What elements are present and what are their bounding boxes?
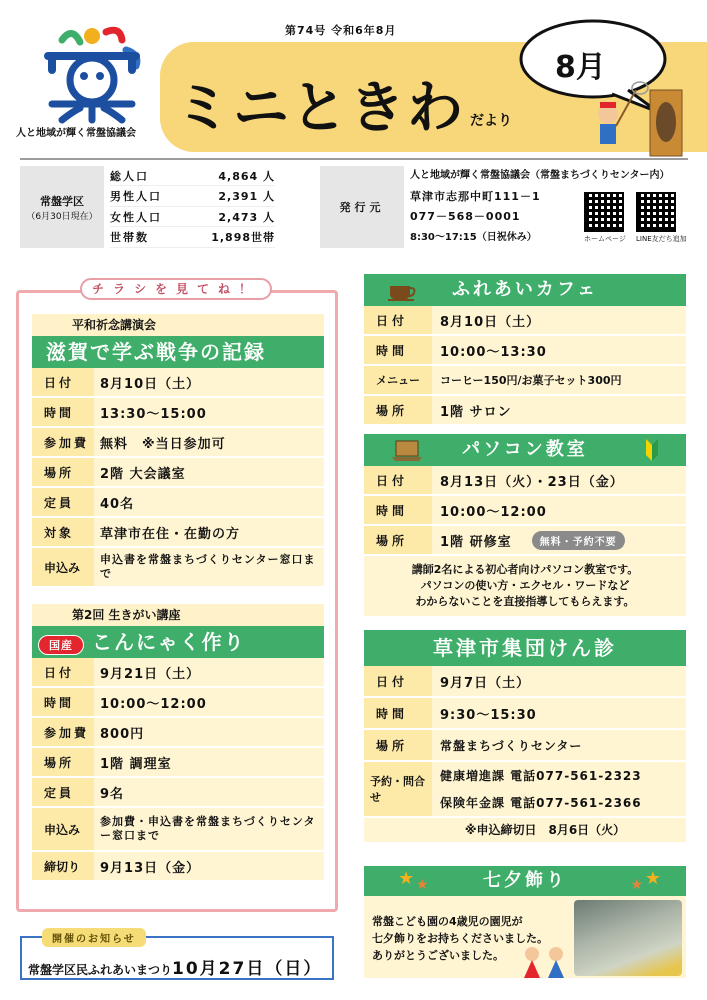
qr-code-icon[interactable] (636, 192, 676, 232)
pc-class-card (364, 434, 686, 616)
row-value: 10:00～12:00 (94, 688, 324, 716)
pc-row (364, 466, 686, 496)
row-value: 8月10日（土） (94, 368, 324, 396)
row-key: 日付 (32, 658, 94, 686)
tanabata-head (364, 866, 686, 896)
event-title: こんにゃく作り (92, 630, 246, 654)
population-value: 4,864 人 (218, 169, 275, 183)
row-key: 日付 (364, 466, 432, 494)
row-key: 場所 (32, 748, 94, 776)
row-value: 13:30～15:00 (94, 398, 324, 426)
pc-row (364, 526, 686, 556)
checkup-row (364, 762, 686, 818)
row-value: 9名 (94, 778, 324, 806)
contact-line: 健康増進課 電話077-561-2323 (440, 769, 642, 783)
page-subtitle: だより (470, 113, 512, 129)
row-value: 9月7日（土） (432, 666, 686, 696)
checkup-row (364, 666, 686, 698)
population-rows (104, 166, 281, 248)
population-row (110, 228, 275, 248)
row-value: 40名 (94, 488, 324, 516)
row-value: 1階 調理室 (94, 748, 324, 776)
beginner-mark-icon (644, 439, 660, 461)
row-value: コーヒー150円/お菓子セット300円 (432, 366, 686, 394)
cafe-row (364, 396, 686, 426)
note-line: わからないことを直接指導してもらえます。 (415, 595, 635, 608)
star-icon: ★ (644, 868, 664, 889)
row-value: 草津市在住・在勤の方 (94, 518, 324, 546)
row-key: 参加費 (32, 428, 94, 456)
district-name: 常盤学区 (40, 194, 84, 208)
event-row (32, 548, 324, 588)
flyer-pill: チラシを見てね！ (80, 278, 272, 300)
row-key: 場所 (364, 396, 432, 424)
row-key: 時間 (32, 688, 94, 716)
festival-text (28, 954, 322, 979)
laptop-icon (390, 439, 424, 463)
qr-code-icon[interactable] (584, 192, 624, 232)
mascot-icon (588, 80, 688, 160)
row-value: 参加費・申込書を常盤まちづくりセンター窓口まで (94, 808, 324, 850)
header-divider (20, 158, 688, 160)
month-label: 8月 (555, 50, 606, 85)
event-label: 第2回 生きがい講座 (32, 604, 324, 626)
event-row (32, 688, 324, 718)
row-value: 1階 サロン (432, 396, 686, 424)
row-value: 8月10日（土） (432, 306, 686, 334)
row-value (432, 762, 686, 816)
checkup-card (364, 630, 686, 842)
note-line: 講師2名による初心者向けパソコン教室です。 (411, 563, 639, 576)
event-row (32, 488, 324, 518)
event-row (32, 718, 324, 748)
orihime-hikoboshi-icon (520, 944, 570, 978)
text-line: 常盤こども園の4歳児の園児が (372, 915, 523, 928)
row-key: 日付 (364, 306, 432, 334)
row-value: 9月21日（土） (94, 658, 324, 686)
publisher-phone: 077－568－0001 (410, 210, 521, 224)
tanabata-photo (574, 900, 682, 976)
row-value: 9:30～15:30 (432, 698, 686, 728)
event-konnyaku (32, 604, 324, 882)
event-row (32, 778, 324, 808)
event-row (32, 398, 324, 428)
contact-line: 保険年金課 電話077-561-2366 (440, 796, 642, 810)
tanabata-title: 七夕飾り (483, 870, 567, 891)
pc-note (364, 556, 686, 616)
row-key: 日付 (364, 666, 432, 696)
text-line: ありがとうございました。 (372, 949, 504, 962)
row-key: 締切り (32, 852, 94, 880)
publisher-info (320, 166, 688, 248)
event-row (32, 808, 324, 852)
row-key: 時間 (364, 698, 432, 728)
festival-name: 常盤学区民ふれあいまつり (28, 963, 173, 977)
population-value: 2,473 人 (218, 210, 275, 224)
population-date: （6月30日現在） (26, 211, 98, 222)
row-value: 2階 大会議室 (94, 458, 324, 486)
population-key: 世帯数 (110, 231, 149, 245)
event-label: 平和祈念講演会 (32, 314, 324, 336)
qr-home[interactable] (584, 192, 626, 244)
checkup-deadline: ※申込締切日 8月6日（火） (364, 818, 686, 842)
row-key: 申込み (32, 808, 94, 850)
location-text: 1階 研修室 (440, 534, 512, 550)
row-value: 800円 (94, 718, 324, 746)
row-value: 8月13日（火）・23日（金） (432, 466, 686, 494)
row-key: 時間 (364, 496, 432, 524)
row-value: 10:00～12:00 (432, 496, 686, 524)
event-row (32, 368, 324, 398)
row-value: 常盤まちづくりセンター (432, 730, 686, 760)
row-key: 申込み (32, 548, 94, 586)
cafe-row (364, 306, 686, 336)
qr-line-caption: LINE友だち追加 (636, 235, 687, 243)
population-row (110, 207, 275, 227)
row-key: 定員 (32, 488, 94, 516)
festival-date: 10月27日（日） (172, 959, 323, 979)
event-title: 滋賀で学ぶ戦争の記録 (32, 336, 324, 368)
coffee-cup-icon (386, 278, 420, 302)
row-key: 予約・問合せ (364, 762, 432, 816)
pc-row (364, 496, 686, 526)
page-title: ミニときわ (175, 76, 465, 141)
row-key: 定員 (32, 778, 94, 806)
population-value: 1,898世帯 (211, 231, 275, 245)
pc-title-bar (364, 434, 686, 466)
publisher-hours: 8:30～17:15（日祝休み） (410, 231, 537, 243)
logo-caption: 人と地域が輝く常盤協議会 (16, 128, 136, 139)
cafe-row (364, 336, 686, 366)
domestic-badge: 国産 (38, 635, 84, 655)
cafe-card (364, 274, 686, 426)
checkup-row (364, 730, 686, 762)
row-value (432, 526, 686, 554)
publisher-label: 発行元 (320, 166, 404, 248)
event-row (32, 852, 324, 882)
row-key: メニュー (364, 366, 432, 394)
population-key: 総人口 (110, 169, 149, 183)
row-key: 日付 (32, 368, 94, 396)
row-key: 時間 (32, 398, 94, 426)
issue-number: 第74号 令和6年8月 (285, 24, 397, 37)
population-row (110, 166, 275, 186)
row-key: 参加費 (32, 718, 94, 746)
qr-home-caption: ホームページ (584, 235, 626, 243)
population-key: 男性人口 (110, 190, 162, 204)
row-value: 9月13日（金） (94, 852, 324, 880)
event-title-bar (32, 626, 324, 658)
pc-title: パソコン教室 (462, 439, 588, 460)
text-line: 七夕飾りをお持ちくださいました。 (372, 932, 548, 945)
cafe-row (364, 366, 686, 396)
event-peace-lecture (32, 314, 324, 588)
row-value: 10:00～13:30 (432, 336, 686, 364)
population-row (110, 187, 275, 207)
event-row (32, 428, 324, 458)
checkup-title: 草津市集団けん診 (364, 630, 686, 666)
event-row (32, 748, 324, 778)
qr-line[interactable] (636, 192, 687, 244)
event-row (32, 458, 324, 488)
star-icon: ★ (398, 868, 418, 889)
population-key: 女性人口 (110, 210, 162, 224)
festival-tag: 開催のお知らせ (42, 928, 146, 947)
row-key: 時間 (364, 336, 432, 364)
row-key: 場所 (32, 458, 94, 486)
row-value: 申込書を常盤まちづくりセンター窓口まで (94, 548, 324, 586)
free-tag: 無料・予約不要 (532, 531, 625, 550)
row-key: 場所 (364, 526, 432, 554)
publisher-name: 人と地域が輝く常盤協議会（常盤まちづくりセンター内） (410, 170, 670, 181)
tanabata-title-bar (364, 866, 686, 896)
star-icon: ★ (416, 877, 432, 893)
row-key: 場所 (364, 730, 432, 760)
row-value: 無料 ※当日参加可 (94, 428, 324, 456)
checkup-row (364, 698, 686, 730)
event-row (32, 518, 324, 548)
note-line: パソコンの使い方・エクセル・ワードなど (420, 579, 630, 592)
population-value: 2,391 人 (218, 190, 275, 204)
star-icon: ★ (630, 877, 646, 893)
population-info (20, 166, 286, 248)
publisher-address: 草津市志那中町111－1 (410, 189, 541, 203)
population-label (20, 166, 104, 248)
row-key: 対象 (32, 518, 94, 546)
cafe-title: ふれあいカフェ (451, 279, 599, 300)
event-row (32, 658, 324, 688)
cafe-title-bar (364, 274, 686, 306)
